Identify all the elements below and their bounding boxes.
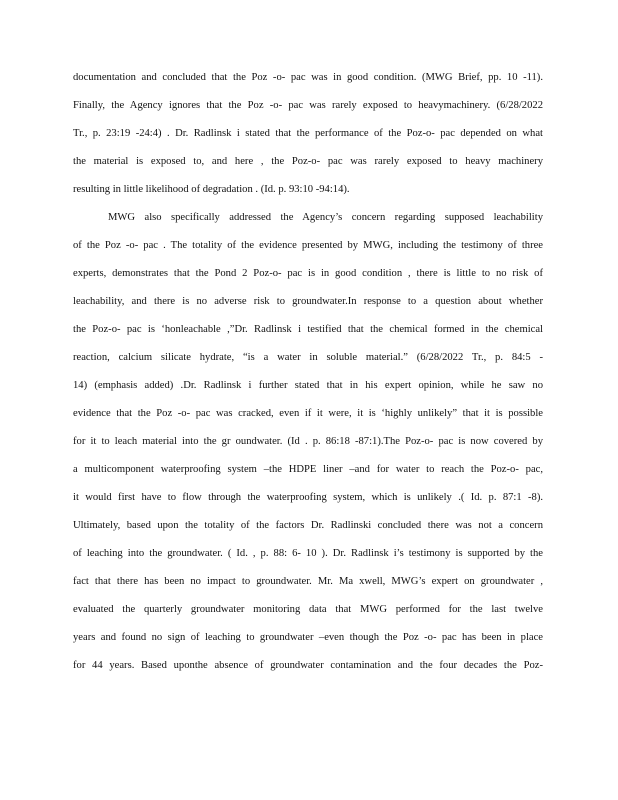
text-line: documentation and concluded that the Poz -o- pac was in good condition. (MWG Brief, pp. 10 -11). [73, 72, 543, 83]
text-line: reaction, calcium silicate hydrate, “is a water in soluble material.” (6/28/2022 Tr., p. 84:5 - [73, 352, 543, 363]
text-line: leachability, and there is no adverse risk to groundwater.In response to a question about whether [73, 296, 543, 307]
text-line: of the Poz -o- pac . The totality of the evidence presented by MWG, including the testimony of three [73, 240, 543, 251]
text-line: Finally, the Agency ignores that the Poz -o- pac was rarely exposed to heavymachinery. (6/28/2022 [73, 100, 543, 111]
text-line: for it to leach material into the gr oundwater. (Id . p. 86:18 -87:1).The Poz-o- pac is now covered by [73, 436, 543, 447]
text-line: evidence that the Poz -o- pac was cracked, even if it were, it is ‘highly unlikely” that it is possible [73, 408, 543, 419]
text-line: evaluated the quarterly groundwater monitoring data that MWG performed for the last twelve [73, 604, 543, 615]
text-line: experts, demonstrates that the Pond 2 Poz-o- pac is in good condition , there is little to no risk of [73, 268, 543, 279]
text-line: 14) (emphasis added) .Dr. Radlinsk i further stated that in his expert opinion, while he saw no [73, 380, 543, 391]
text-line: the Poz-o- pac is ‘honleachable ,”Dr. Radlinsk i testified that the chemical formed in the chemical [73, 324, 543, 335]
text-line: a multicomponent waterproofing system –the HDPE liner –and for water to reach the Poz-o- pac, [73, 464, 543, 475]
text-line: of leaching into the groundwater. ( Id. , p. 88: 6- 10 ). Dr. Radlinsk i’s testimony is supported by the [73, 548, 543, 559]
text-line: it would first have to flow through the waterproofing system, which is unlikely .( Id. p. 87:1 -8). [73, 492, 543, 503]
text-line: MWG also specifically addressed the Agency’s concern regarding supposed leachability [108, 212, 543, 223]
text-line: fact that there has been no impact to groundwater. Mr. Ma xwell, MWG’s expert on groundwater , [73, 576, 543, 587]
text-line: years and found no sign of leaching to groundwater –even though the Poz -o- pac has been in place [73, 632, 543, 643]
text-line: resulting in little likelihood of degradation . (Id. p. 93:10 -94:14). [73, 184, 350, 195]
text-line: Tr., p. 23:19 -24:4) . Dr. Radlinsk i stated that the performance of the Poz-o- pac depended on what [73, 128, 543, 139]
text-line: for 44 years. Based uponthe absence of groundwater contamination and the four decades the Poz- [73, 660, 543, 671]
text-line: Ultimately, based upon the totality of the factors Dr. Radlinski concluded there was not a concern [73, 520, 543, 531]
text-line: the material is exposed to, and here , the Poz-o- pac was rarely exposed to heavy machinery [73, 156, 543, 167]
